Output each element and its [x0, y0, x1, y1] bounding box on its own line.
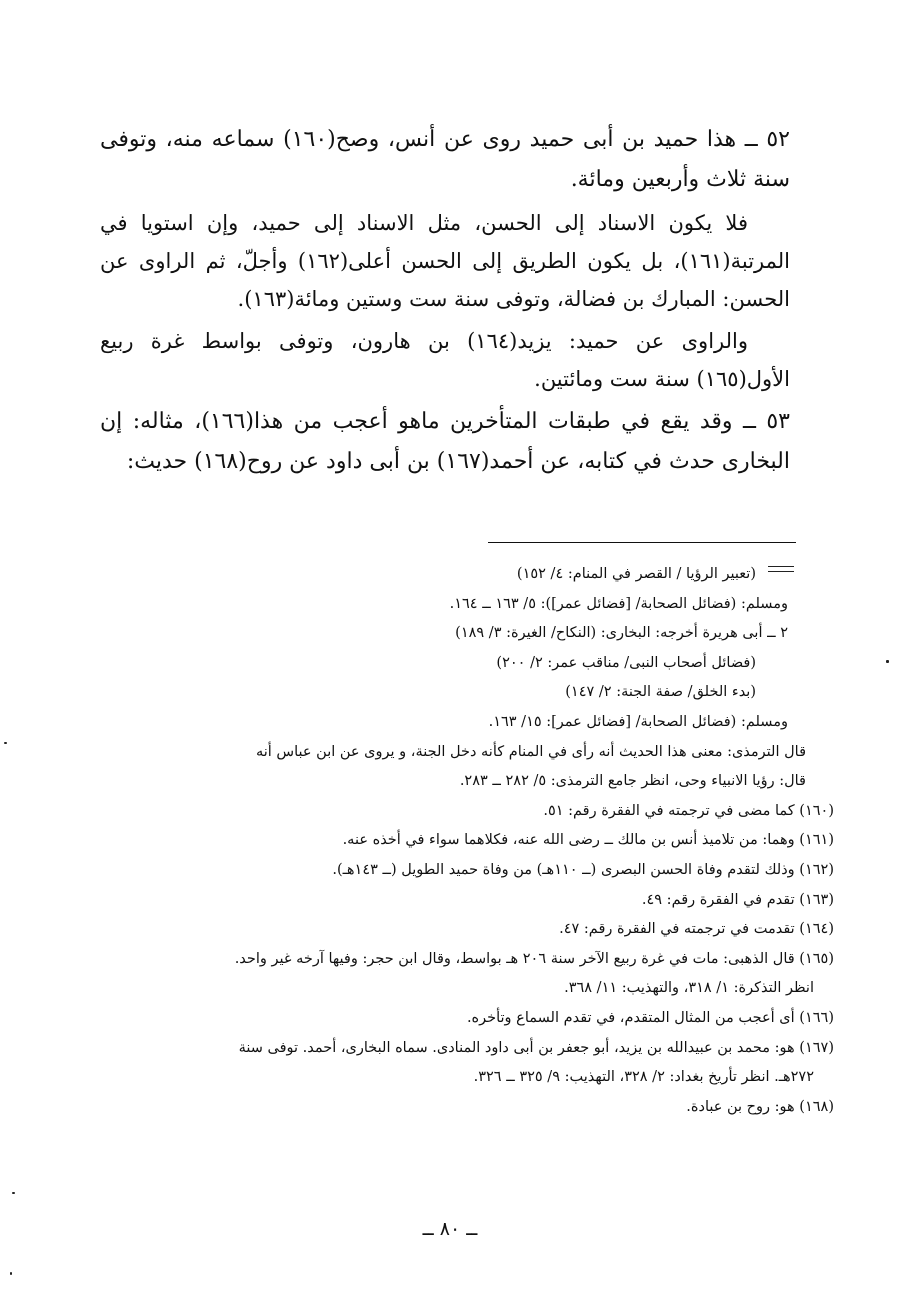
footnote-165: (١٦٥) قال الذهبى: مات في غرة ربيع الآخر سنة ٢٠٦ هـ بواسط، وقال ابن حجر: وفيها آرخه غير واحد. — [234, 950, 834, 967]
footnote-line: (فضائل أصحاب النبى/ مناقب عمر: ٢/ ٢٠٠) — [496, 654, 756, 671]
footnote-line: (بدء الخلق/ صفة الجنة: ٢/ ١٤٧) — [565, 684, 756, 701]
scan-speck — [12, 1192, 15, 1194]
footnotes — [114, 560, 834, 1122]
paragraph-53: ٥٣ ــ وقد يقع في طبقات المتأخرين ماهو أعجب من هذا(١٦٦)، مثاله: إن البخارى حدث في كتابه، عن أحمد(١٦٧) بن أبى داود عن روح(١٦٨) حديث: — [100, 409, 790, 474]
footnote-167-cont: ٢٧٢هـ. انظر تأريخ بغداد: ٢/ ٣٢٨، التهذيب: ٩/ ٣٢٥ ــ ٣٢٦. — [473, 1069, 814, 1086]
footnote-line: ومسلم: (فضائل الصحابة/ [فضائل عمر]: ١٥/ ١٦٣. — [488, 713, 788, 730]
scan-speck — [886, 660, 889, 663]
paragraph-52: ٥٢ ــ هذا حميد بن أبى حميد روى عن أنس، وصح(١٦٠) سماعه منه، وتوفى سنة ثلاث وأربعين ومائة. — [100, 127, 790, 192]
footnote-line: قال الترمذى: معنى هذا الحديث أنه رأى في المنام كأنه دخل الجنة، و يروى عن ابن عباس أنه — [255, 743, 806, 760]
footnote-separator — [488, 542, 796, 543]
footnote-line: قال: رؤيا الانبياء وحى، انظر جامع الترمذى: ٥/ ٢٨٢ ــ ٢٨٣. — [459, 773, 806, 790]
paragraph-isnad-hasan: فلا يكون الاسناد إلى الحسن، مثل الاسناد إلى حميد، وإن استويا في المرتبة(١٦١)، بل يكون الطريق إلى الحسن أعلى(١٦٢) وأجلّ، ثم الراوى عن الحسن: المبارك بن فضالة، وتوفى سنة ست وستين ومائة(١٦٣). — [100, 211, 790, 311]
footnote-164: (١٦٤) تقدمت في ترجمته في الفقرة رقم: ٤٧. — [559, 921, 834, 938]
scan-speck — [10, 1272, 12, 1275]
footnote-167: (١٦٧) هو: محمد بن عبيدالله بن يزيد، أبو جعفر بن أبى داود المنادى. سماه البخارى، أحمد. توفى سنة — [238, 1039, 834, 1056]
scan-speck — [4, 742, 7, 744]
footnote-line: ٢ ــ أبى هريرة أخرجه: البخارى: (النكاح/ الغيرة: ٣/ ١٨٩) — [455, 625, 788, 642]
footnote-163: (١٦٣) تقدم في الفقرة رقم: ٤٩. — [641, 891, 834, 908]
footnote-165-cont: انظر التذكرة: ١/ ٣١٨، والتهذيب: ١١/ ٣٦٨. — [564, 980, 814, 997]
footnote-160: (١٦٠) كما مضى في ترجمته في الفقرة رقم: ٥١. — [543, 802, 834, 819]
main-text — [100, 120, 790, 482]
page-number: ــ ٨٠ ــ — [422, 1218, 478, 1240]
paragraph-rawi-humaid: والراوى عن حميد: يزيد(١٦٤) بن هارون، وتوفى بواسط غرة ربيع الأول(١٦٥) سنة ست ومائتين. — [100, 329, 790, 391]
footnote-line: ومسلم: (فضائل الصحابة/ [فضائل عمر]): ٥/ ١٦٣ ــ ١٦٤. — [449, 595, 788, 612]
footnote-161: (١٦١) وهما: من تلاميذ أنس بن مالك ــ رضى الله عنه، فكلاهما سواء في أخذه عنه. — [342, 832, 834, 849]
footnote-162: (١٦٢) وذلك لتقدم وفاة الحسن البصرى (ــ ١١٠هـ) من وفاة حميد الطويل (ــ ١٤٣هـ). — [332, 861, 834, 878]
footnote-168: (١٦٨) هو: روح بن عبادة. — [686, 1098, 834, 1115]
footnote-166: (١٦٦) أى أعجب من المثال المتقدم، في تقدم السماع وتأخره. — [466, 1009, 834, 1026]
footnote-line: (تعبير الرؤيا / القصر في المنام: ٤/ ١٥٢) — [516, 566, 756, 582]
